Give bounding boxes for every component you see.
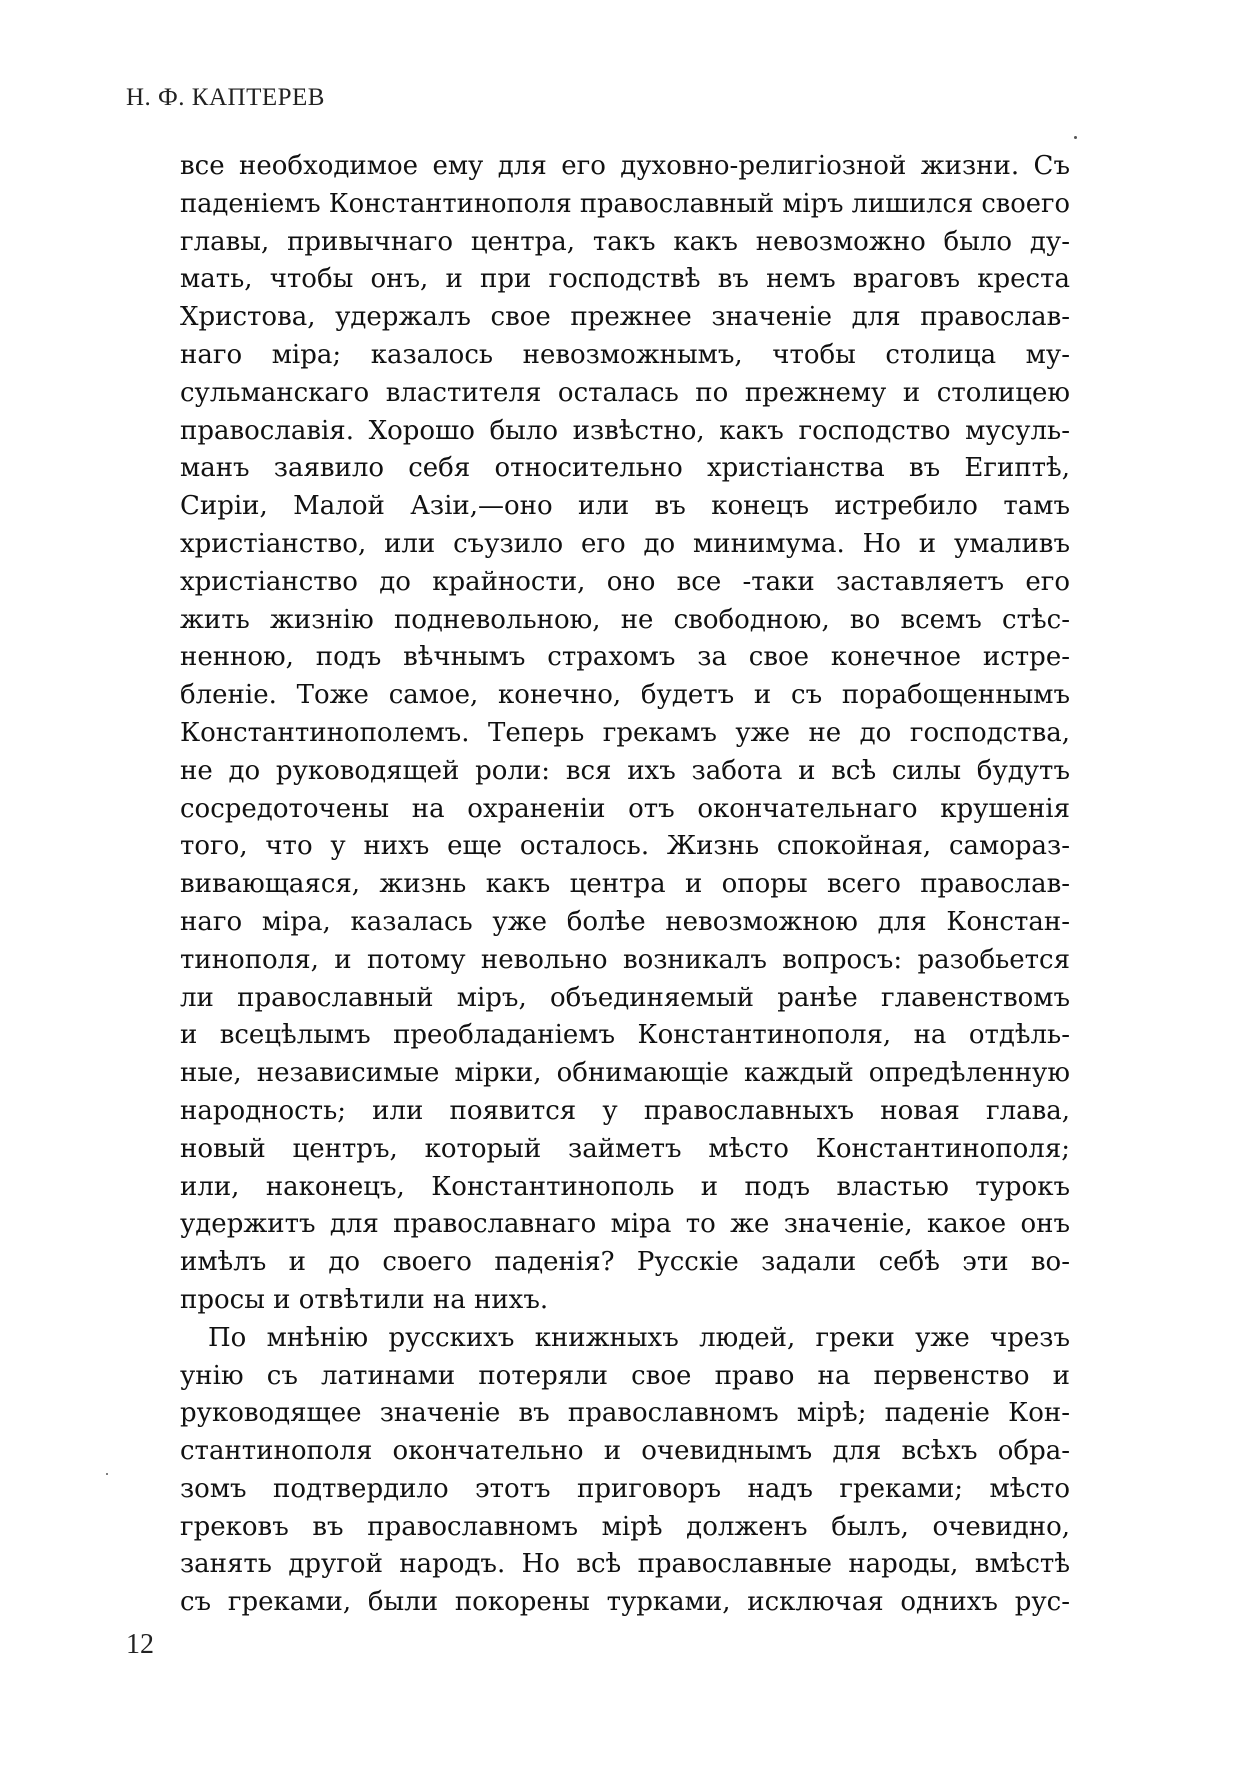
text-line: ненною, подъ вѣчнымъ страхомъ за свое конечное истре- — [180, 642, 1070, 673]
text-line: того, что у нихъ еще осталось. Жизнь спокойная, самораз- — [180, 831, 1070, 862]
text-line: Христова, удержалъ свое прежнее значенiе для православ- — [180, 302, 1070, 333]
text-line: ные, независимые мiрки, обнимающiе каждый опредѣленную — [180, 1058, 1070, 1089]
text-line: манъ заявило себя относительно христiанства въ Египтѣ, — [180, 453, 1070, 484]
text-line: имѣлъ и до своего паденiя? Русскiе задали себѣ эти во- — [180, 1247, 1070, 1278]
text-line: грековъ въ православномъ мiрѣ долженъ былъ, очевидно, — [180, 1511, 1070, 1542]
text-line: сосредоточены на охраненiи отъ окончательнаго крушенiя — [180, 793, 1070, 824]
text-line: христiанство до крайности, оно все -таки заставляетъ его — [180, 566, 1070, 597]
text-line: мать, чтобы онъ, и при господствѣ въ немъ враговъ креста — [180, 264, 1070, 295]
text-line: стантинополя окончательно и очевиднымъ для всѣхъ обра- — [180, 1436, 1070, 1467]
paragraph-1 — [180, 148, 1070, 1320]
text-line: удержитъ для православнаго мiра то же значенiе, какое онъ — [180, 1209, 1070, 1240]
text-line: Константинополемъ. Теперь грекамъ уже не до господства, — [180, 717, 1070, 748]
text-line: зомъ подтвердило этотъ приговоръ надъ греками; мѣсто — [180, 1473, 1070, 1504]
text-line: наго мiра; казалось невозможнымъ, чтобы столица му- — [180, 339, 1070, 370]
text-line: христiанство, или съузило его до минимума. Но и умаливъ — [180, 528, 1070, 559]
scan-speck — [1074, 136, 1077, 139]
text-line: ли православный мiръ, объединяемый ранѣе главенствомъ — [180, 982, 1070, 1013]
text-line: бленiе. Тоже самое, конечно, будетъ и съ порабощеннымъ — [180, 680, 1070, 711]
text-line: жить жизнiю подневольною, не свободною, во всемъ стѣс- — [180, 604, 1070, 635]
text-line: вивающаяся, жизнь какъ центра и опоры всего православ- — [180, 869, 1070, 900]
text-line: народность; или появится у православныхъ новая глава, — [180, 1095, 1070, 1126]
running-header: Н. Ф. КАПТЕРЕВ — [126, 84, 325, 111]
text-line: занять другой народъ. Но всѣ православные народы, вмѣстѣ — [180, 1549, 1070, 1580]
paragraph-2 — [180, 1320, 1070, 1622]
text-line: и всецѣлымъ преобладанiемъ Константинополя, на отдѣль- — [180, 1020, 1070, 1051]
text-line: или, наконецъ, Константинополь и подъ властью турокъ — [180, 1171, 1070, 1202]
text-line: наго мiра, казалась уже болѣе невозможною для Констан- — [180, 906, 1070, 937]
scan-speck — [106, 1473, 108, 1475]
text-line: новый центръ, который займетъ мѣсто Константинополя; — [180, 1133, 1070, 1164]
text-line: Сирiи, Малой Азiи,—оно или въ конецъ истребило тамъ — [180, 491, 1070, 522]
body-text — [180, 148, 1070, 1622]
text-line: По мнѣнiю русскихъ книжныхъ людей, греки уже чрезъ — [208, 1322, 1070, 1353]
text-line: тинополя, и потому невольно возникалъ вопросъ: разобьется — [180, 944, 1070, 975]
text-line: православiя. Хорошо было извѣстно, какъ господство мусуль- — [180, 415, 1070, 446]
text-line: сульманскаго властителя осталась по прежнему и столицею — [180, 377, 1070, 408]
text-line: все необходимое ему для его духовно-религiозной жизни. Съ — [180, 151, 1070, 181]
text-line: не до руководящей роли: вся ихъ забота и всѣ силы будутъ — [180, 755, 1070, 786]
page-number: 12 — [126, 1629, 154, 1660]
text-line: унiю съ латинами потеряли свое право на первенство и — [180, 1360, 1070, 1391]
text-line: просы и отвѣтили на нихъ. — [180, 1284, 549, 1315]
text-line: руководящее значенiе въ православномъ мiрѣ; паденiе Кон- — [180, 1398, 1070, 1429]
text-line: главы, привычнаго центра, такъ какъ невозможно было ду- — [180, 226, 1070, 257]
text-line: съ греками, были покорены турками, исключая однихъ рус- — [180, 1587, 1070, 1618]
text-line: паденiемъ Константинополя православный мiръ лишился своего — [180, 188, 1070, 219]
